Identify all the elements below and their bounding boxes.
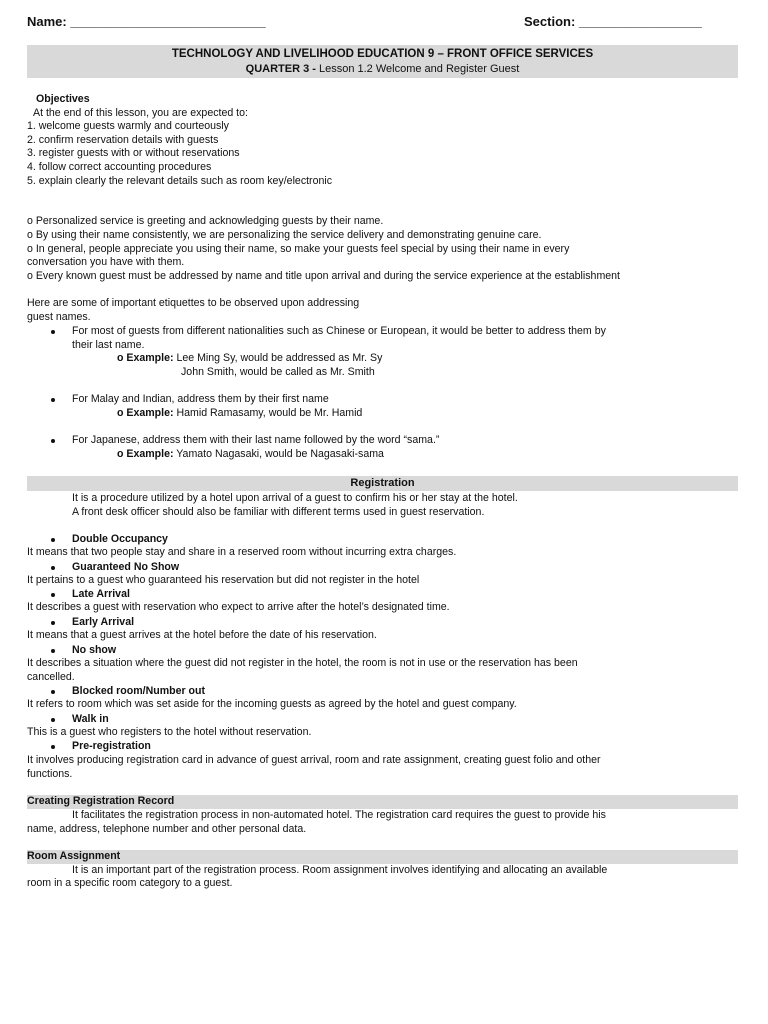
bullet-icon bbox=[51, 538, 55, 542]
objectives-intro: At the end of this lesson, you are expected to: bbox=[33, 107, 248, 119]
etiquette-intro: guest names. bbox=[27, 311, 91, 323]
lesson-subtitle bbox=[27, 63, 738, 75]
bullet-icon bbox=[51, 621, 55, 625]
point-text: o In general, people appreciate you using their name, so make your guests feel special by using their name in every bbox=[27, 243, 570, 255]
term-title: Early Arrival bbox=[72, 616, 135, 628]
room-assignment-band bbox=[27, 850, 738, 864]
term-definition: functions. bbox=[27, 768, 73, 780]
point-text: o Every known guest must be addressed by name and title upon arrival and during the service experience at the establishment bbox=[27, 270, 621, 282]
term-title: Guaranteed No Show bbox=[72, 561, 180, 573]
creating-record-text: name, address, telephone number and other personal data. bbox=[27, 823, 307, 835]
example-text: Lee Ming Sy, would be addressed as Mr. Sy bbox=[173, 352, 383, 364]
example-text: John Smith, would be called as Mr. Smith bbox=[181, 366, 375, 378]
registration-heading: Registration bbox=[350, 477, 415, 489]
example-line bbox=[117, 352, 382, 366]
term-definition: It refers to room which was set aside for the incoming guests as agreed by the hotel and guest company. bbox=[27, 698, 517, 710]
term-title: No show bbox=[72, 644, 117, 656]
term-title: Pre-registration bbox=[72, 740, 151, 752]
objective-item: 5. explain clearly the relevant details such as room key/electronic bbox=[27, 175, 333, 187]
bullet-icon bbox=[51, 593, 55, 597]
bullet-icon bbox=[51, 566, 55, 570]
point-text: o Personalized service is greeting and acknowledging guests by their name. bbox=[27, 215, 384, 227]
room-assignment-heading: Room Assignment bbox=[27, 850, 121, 862]
objective-item: 3. register guests with or without reservations bbox=[27, 147, 240, 159]
bullet-icon bbox=[51, 649, 55, 653]
creating-record-heading: Creating Registration Record bbox=[27, 795, 175, 807]
bullet-icon bbox=[51, 330, 55, 334]
term-definition: It pertains to a guest who guaranteed his reservation but did not register in the hotel bbox=[27, 574, 420, 586]
room-assignment-text: It is an important part of the registration process. Room assignment involves identifying and allocating an available bbox=[72, 864, 608, 876]
etiquette-intro: Here are some of important etiquettes to be observed upon addressing bbox=[27, 297, 360, 309]
example-text: Hamid Ramasamy, would be Mr. Hamid bbox=[173, 407, 363, 419]
example-label: o Example: bbox=[117, 407, 174, 419]
room-assignment-text: room in a specific room category to a guest. bbox=[27, 877, 233, 889]
term-definition: It describes a guest with reservation who expect to arrive after the hotel’s designated time. bbox=[27, 601, 450, 613]
etiquette-bullet: For most of guests from different nationalities such as Chinese or European, it would be better to address them by bbox=[72, 325, 606, 337]
term-title: Walk in bbox=[72, 713, 109, 725]
example-line bbox=[117, 407, 362, 421]
etiquette-bullet: their last name. bbox=[72, 339, 145, 351]
term-definition: It means that a guest arrives at the hotel before the date of his reservation. bbox=[27, 629, 377, 641]
term-definition: It means that two people stay and share in a reserved room without incurring extra charges. bbox=[27, 546, 457, 558]
document-title: TECHNOLOGY AND LIVELIHOOD EDUCATION 9 – FRONT OFFICE SERVICES bbox=[171, 48, 594, 60]
etiquette-bullet: For Malay and Indian, address them by their first name bbox=[72, 393, 329, 405]
example-label: o Example: bbox=[117, 352, 174, 364]
registration-intro: It is a procedure utilized by a hotel upon arrival of a guest to confirm his or her stay at the hotel. bbox=[72, 492, 518, 504]
point-text: o By using their name consistently, we are personalizing the service delivery and demonstrating genuine care. bbox=[27, 229, 542, 241]
term-definition: This is a guest who registers to the hotel without reservation. bbox=[27, 726, 312, 738]
term-definition: It describes a situation where the guest did not register in the hotel, the room is not in use or the reservation has been bbox=[27, 657, 578, 669]
bullet-icon bbox=[51, 718, 55, 722]
bullet-icon bbox=[51, 398, 55, 402]
term-title: Late Arrival bbox=[72, 588, 130, 600]
example-text: Yamato Nagasaki, would be Nagasaki-sama bbox=[173, 448, 384, 460]
bullet-icon bbox=[51, 745, 55, 749]
bullet-icon bbox=[51, 690, 55, 694]
objective-item: 4. follow correct accounting procedures bbox=[27, 161, 212, 173]
etiquette-bullet: For Japanese, address them with their last name followed by the word “sama.” bbox=[72, 434, 440, 446]
creating-record-text: It facilitates the registration process in non-automated hotel. The registration card requires the guest to provide his bbox=[72, 809, 606, 821]
bullet-icon bbox=[51, 439, 55, 443]
objective-item: 1. welcome guests warmly and courteously bbox=[27, 120, 229, 132]
objective-item: 2. confirm reservation details with guests bbox=[27, 134, 219, 146]
example-label: o Example: bbox=[117, 448, 174, 460]
lesson-title: Lesson 1.2 Welcome and Register Guest bbox=[318, 63, 520, 75]
section-field-label: Section: _________________ bbox=[524, 14, 702, 29]
quarter-label: QUARTER 3 - bbox=[245, 63, 319, 75]
registration-intro: A front desk officer should also be familiar with different terms used in guest reservation. bbox=[72, 506, 485, 518]
term-title: Blocked room/Number out bbox=[72, 685, 206, 697]
objectives-heading: Objectives bbox=[36, 93, 90, 105]
term-definition: cancelled. bbox=[27, 671, 75, 683]
example-line bbox=[117, 448, 384, 462]
point-text: conversation you have with them. bbox=[27, 256, 185, 268]
term-definition: It involves producing registration card in advance of guest arrival, room and rate assignment, creating guest folio and other bbox=[27, 754, 601, 766]
name-field-label: Name: ___________________________ bbox=[27, 14, 266, 29]
term-title: Double Occupancy bbox=[72, 533, 168, 545]
